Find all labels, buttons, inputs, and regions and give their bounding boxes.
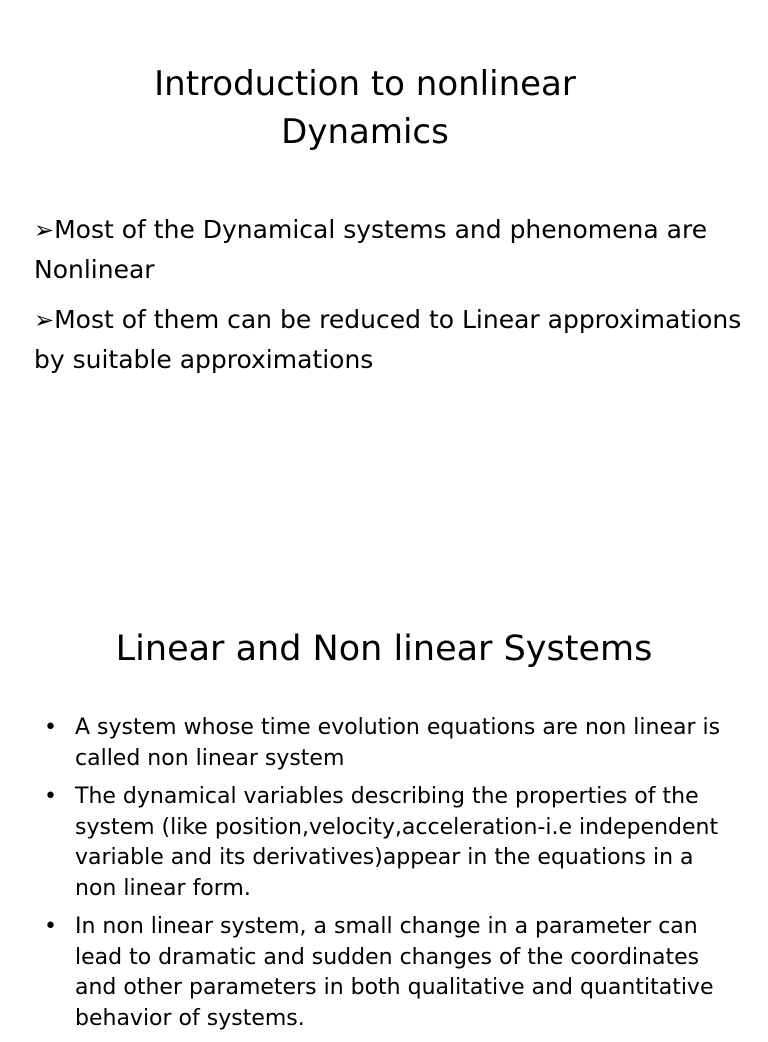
dot-bullet-icon: •	[44, 914, 57, 939]
slide-2-title: Linear and Non linear Systems	[115, 629, 653, 669]
slide-1-bullet-text: Most of the Dynamical systems and phenomena are Nonlinear	[34, 215, 708, 284]
slide-2-bullet-item	[44, 912, 734, 1034]
dot-bullet-icon: •	[44, 784, 57, 809]
arrow-bullet-icon: ➢	[34, 216, 55, 244]
slide-1-bullet-text: Most of them can be reduced to Linear approximations by suitable approximations	[34, 305, 742, 374]
slide-2-bullet-text: The dynamical variables describing the properties of the system (like position,velocity,acceleration-i.e independent variable and its derivatives)appear in the equations in a non linear form.	[75, 784, 719, 901]
slide-1-title-line-2: Dynamics	[281, 112, 449, 152]
slide-2-bullet-list	[44, 713, 734, 1042]
arrow-bullet-icon: ➢	[34, 306, 55, 334]
slide-1-title	[0, 60, 730, 156]
slide-1-bullet-list	[34, 210, 744, 390]
dot-bullet-icon: •	[44, 715, 57, 740]
slide-2-bullet-text: In non linear system, a small change in a parameter can lead to dramatic and sudden changes of the coordinates and other parameters in both qualitative and quantitative behavior of systems.	[75, 914, 714, 1031]
slide-1-title-line-1: Introduction to nonlinear	[154, 64, 576, 104]
slide-1-bullet-item	[34, 210, 744, 290]
slide-2-bullet-item	[44, 782, 734, 904]
slide-2-bullet-item	[44, 713, 734, 774]
slide-1-bullet-item	[34, 300, 744, 380]
slide-2-bullet-text: A system whose time evolution equations are non linear is called non linear system	[75, 715, 721, 771]
